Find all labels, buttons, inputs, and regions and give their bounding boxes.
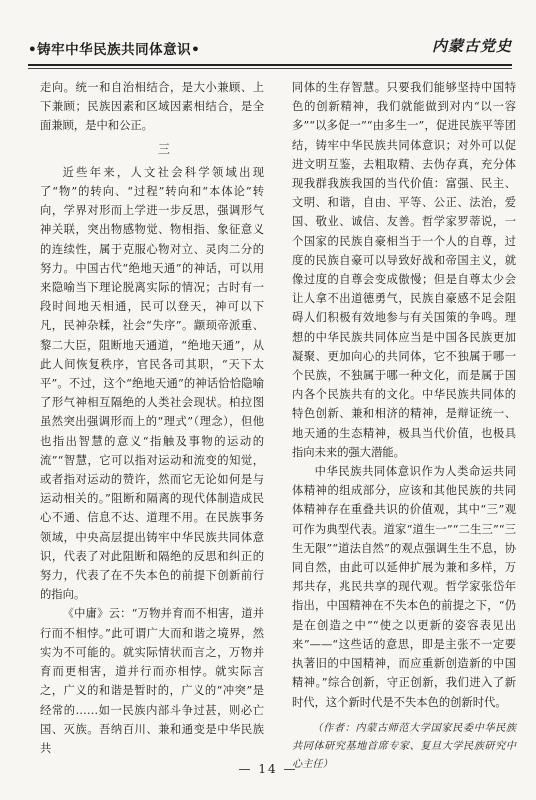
right-column xyxy=(292,78,516,778)
paragraph: 《中庸》云：“万物并育而不相害，道并行而不相悖。”此可谓广大而和谐之境界，然实为不可能的。就实际情状而言之，万物并育而更相害，道并行而亦相悖。就实际言之，广义的和谐是暂时的，广义的“冲突”是经常的……如一民族内部斗争过甚，则必亡国、灭族。吾纳百川、兼和通变是中华民族共 xyxy=(40,607,264,755)
page-header xyxy=(28,30,512,60)
section-title: •铸牢中华民族共同体意识• xyxy=(28,42,201,58)
left-column xyxy=(40,78,264,755)
paragraph: 近些年来，人文社会科学领域出现了“物”的转向、“过程”转向和“本体论”转向，学界对形而上学进一步反思，强调形气神关联，突出物感物觉、物相指、象征意义的连续性，属于克服心物对立、灵肉二分的努力。中国古代“绝地天通”的神话，可以用来隐喻当下理论脱离实际的情况；古时有一段时间地天相通，民可以登天，神可以下凡，民神杂糅，社会“失序”。颛顼帝派重、黎二大臣，阻断地天通道，“绝地天通”，从此人间恢复秩序，官民各司其职，“天下太平”。不过，这个“绝地天通”的神话恰恰隐喻了形气神相互隔绝的人类社会现状。柏拉图虽然突出强调形而上的“理式”（理念），但他也指出智慧的意义“指触及事物的运动的流”“智慧，它可以指对运动和流变的知觉，或者指对运动的赞许，然而它无论如何是与运动相关的。”阻断和隔离的现代体制造成民心不通、信息不达、道理不用。在民族事务领域，中央高层提出铸牢中华民族共同体意识，代表了对此阻断和隔绝的反思和纠正的努力，代表了在不失本色的前提下创新前行的指向。 xyxy=(40,165,264,602)
paragraph: 走向。统一和自治相结合，是大小兼顾、上下兼顾；民族因素和区域因素相结合，是全面兼顾，是中和公正。 xyxy=(40,81,264,133)
author-note: （作者：内蒙古师范大学国家民委中华民族共同体研究基地首席专家、复旦大学民族研究中心主任） xyxy=(292,722,516,770)
section-number: 三 xyxy=(157,141,170,156)
header-divider xyxy=(28,64,512,66)
header-divider-thin xyxy=(28,68,512,69)
paragraph: 中华民族共同体意识作为人类命运共同体精神的组成部分，应该和其他民族的共同体精神存在重叠共识的价值观，其中“三”观可作为典型代表。道家“道生一”“二生三”“三生无限”“道法自然”的观点强调生生不息，协同自然，由此可以延伸扩展为兼和多样，万邦共存，兆民共享的现代观。哲学家张岱年指出，中国精神在不失本色的前提之下，“仍是在创造之中”“使之以更新的姿容表见出来”——“这些话的意思，即是主张不一定要执著旧的中国精神，而应重新创造新的中国精神。”综合创新，守正创新，我们进入了新时代，这个新时代是不失本色的创新时代。 xyxy=(292,465,516,709)
journal-logo: 内蒙古党史 xyxy=(431,37,512,55)
page-number: — 14 — xyxy=(238,762,298,776)
paragraph: 同体的生存智慧。只要我们能够坚持中国特色的创新精神，我们就能做到对内“以一容多”“以多促一”“由多生一”，促进民族平等团结，铸牢中华民族共同体意识；对外可以促进文明互鉴，去粗取精、去伪存真，充分体现我群我族我国的当代价值：富强、民主、文明、和谐，自由、平等、公正、法治，爱国、敬业、诚信、友善。哲学家罗蒂说，一个国家的民族自豪相当于一个人的自尊，过度的民族自豪可以导致好战和帝国主义，就像过度的自尊会变成傲慢；但是自尊太少会让人拿不出道德勇气，民族自豪感不足会阻碍人们积极有效地参与有关国策的争鸣。理想的中华民族共同体应当是中国各民族更加凝聚、更加向心的共同体，它不独属于哪一个民族，不独属于哪一种文化，而是属于国内各个民族共有的文化。中华民族共同体的特色创新、兼和相济的精神，是辩证统一、地天通的生态精神，极具当代价值，也极具指向未来的强大潜能。 xyxy=(292,81,516,459)
